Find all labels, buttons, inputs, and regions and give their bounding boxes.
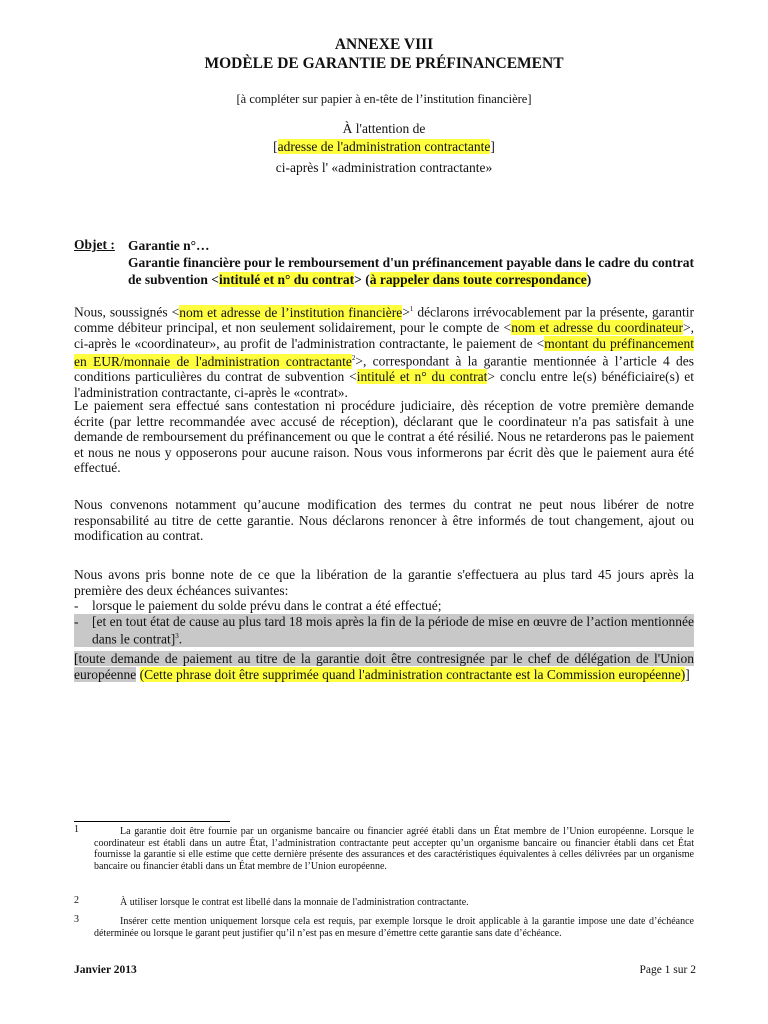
footnote-ref-2: 2 bbox=[351, 354, 356, 363]
letterhead-instruction: [à compléter sur papier à en-tête de l’institution financière] bbox=[236, 92, 532, 106]
p1-text-6: > conclu entre le(s) bénéficiaire(s) et l'administration contractante, ci-après le «contrat». bbox=[74, 369, 695, 400]
p1-highlight-coordinator: nom et adresse du coordinateur bbox=[511, 320, 683, 336]
footnote-1 bbox=[74, 826, 694, 872]
footnote-ref-3: 3 bbox=[175, 632, 179, 641]
highlighted-address: adresse de l'administration contractante bbox=[277, 139, 491, 154]
annex-title: ANNEXE VIII bbox=[334, 36, 434, 53]
p1-text-4: >, ci-après le «coordinateur», au profit de l'administration contractante, le paiement de < bbox=[74, 320, 694, 351]
footnote-number: 1 bbox=[74, 824, 79, 835]
paragraph-guarantor bbox=[74, 302, 694, 401]
paragraph-release bbox=[74, 567, 694, 683]
final-close: ] bbox=[685, 667, 690, 683]
paragraph-payment bbox=[74, 398, 694, 476]
objet-label: Objet : bbox=[74, 237, 115, 252]
attention-alias: ci-après l' «administration contractante» bbox=[275, 160, 493, 175]
p1-text-3: déclarons irrévocablement par la présente, garantir comme débiteur principal, et non seulement solidairement, pour le compte de < bbox=[74, 304, 694, 336]
objet-highlight-reminder: à rappeler dans toute correspondance bbox=[369, 272, 587, 287]
close-bracket: ] bbox=[490, 139, 495, 154]
footnote-text: Insérer cette mention uniquement lorsque cela est requis, par exemple lorsque le droit applicable à la garantie impose une date d’échéance déterminée ou lorsque le garant peut justifier qu’il n’est pas en mesure d’émettre cette garantie sans date d’échéance. bbox=[94, 916, 694, 939]
final-gray-text: [toute demande de paiement au titre de la garantie doit être contresignée par le chef de délégation de l'Union européenne bbox=[74, 651, 694, 683]
list-dash: - bbox=[74, 613, 79, 629]
attention-line: À l'attention de bbox=[342, 121, 426, 136]
attention-address bbox=[0, 139, 768, 155]
footer-date: Janvier 2013 bbox=[74, 964, 137, 976]
list-dash: - bbox=[74, 598, 79, 614]
release-intro: Nous avons pris bonne note de ce que la libération de la garantie s'effectuera au plus tard 45 jours après la première des deux échéances suivantes: bbox=[74, 567, 694, 598]
objet-text-b: > ( bbox=[354, 272, 370, 287]
release-item-2-body bbox=[92, 614, 694, 648]
open-bracket: [ bbox=[273, 139, 278, 154]
p1-highlight-amount: montant du préfinancement en EUR/monnaie de l'administration contractante bbox=[74, 335, 694, 369]
footnote-ref-1: 1 bbox=[409, 305, 414, 313]
p1-highlight-contract: intitulé et n° du contrat bbox=[356, 369, 488, 385]
footnote-text: La garantie doit être fournie par un organisme bancaire ou financier agréé établi dans un État membre de l’Union européenne. Lorsque le coordinateur est établi dans un autre État, l’administration contractante peut accepter qu’un organisme bancaire ou financier établi dans cet État fournisse la garantie si elle estime que cette dernière présente des assurances et des caractéristiques équivalentes à celles délivrées par un organisme bancaire ou financier établi dans un État membre de l’Union européenne. bbox=[94, 826, 694, 872]
objet-text-a: Garantie financière pour le remboursement d'un préfinancement payable dans le cadre du contrat de subvention < bbox=[128, 255, 694, 287]
release-item-1 bbox=[74, 598, 694, 614]
objet-body bbox=[128, 237, 694, 288]
paragraph-modification bbox=[74, 497, 694, 544]
footnote-text: À utiliser lorsque le contrat est libellé dans la monnaie de l'administration contractante. bbox=[120, 897, 469, 908]
release-item-2-text: [et en tout état de cause au plus tard 18 mois après la fin de la période de mise en œuvre de l’action mentionnée dans le contrat] bbox=[92, 613, 694, 647]
release-item-2 bbox=[74, 614, 694, 648]
footnote-2 bbox=[74, 897, 694, 909]
p1-highlight-institution: nom et adresse de l’institution financière bbox=[179, 304, 403, 320]
objet-description bbox=[128, 254, 694, 288]
payment-text: Le paiement sera effectué sans contestation ni procédure judiciaire, dès réception de votre première demande écrite (par lettre recommandée avec accusé de réception), déclarant que le coordinateur n'a pas satisfait à une demande de remboursement du préfinancement ou que le contrat a été résilié. Nous ne retarderons pas le paiement et nous ne nous y opposerons pour aucune raison. Nous vous informerons par écrit dès que le paiement aura été effectué. bbox=[74, 398, 694, 476]
p1-text-2: > bbox=[402, 304, 410, 320]
release-item-2-end: . bbox=[178, 631, 183, 647]
release-final bbox=[74, 651, 694, 682]
final-yellow-text: (Cette phrase doit être supprimée quand l'administration contractante est la Commission européenne) bbox=[139, 667, 686, 683]
p1-text-5: >, correspondant à la garantie mentionnée à l’article 4 des conditions particulières du contrat de subvention < bbox=[74, 353, 694, 385]
p1-text-1: Nous, soussignés < bbox=[74, 304, 180, 320]
objet-highlight-contract: intitulé et n° du contrat bbox=[218, 272, 355, 287]
footnote-number: 3 bbox=[74, 914, 79, 925]
document-title: MODÈLE DE GARANTIE DE PRÉFINANCEMENT bbox=[204, 55, 564, 72]
footnote-separator bbox=[74, 821, 230, 822]
modification-text: Nous convenons notamment qu’aucune modification des termes du contrat ne peut nous libérer de notre responsabilité au titre de cette garantie. Nous déclarons renoncer à être informés de tout changement, ajout ou modification au contrat. bbox=[74, 497, 694, 544]
objet-text-c: ) bbox=[586, 272, 592, 287]
release-item-1-text: lorsque le paiement du solde prévu dans le contrat a été effectué; bbox=[92, 598, 442, 614]
guarantee-number: Garantie n°… bbox=[128, 238, 210, 253]
footnote-number: 2 bbox=[74, 895, 79, 906]
footer-page-number: Page 1 sur 2 bbox=[639, 964, 696, 976]
footnote-3 bbox=[74, 916, 694, 939]
